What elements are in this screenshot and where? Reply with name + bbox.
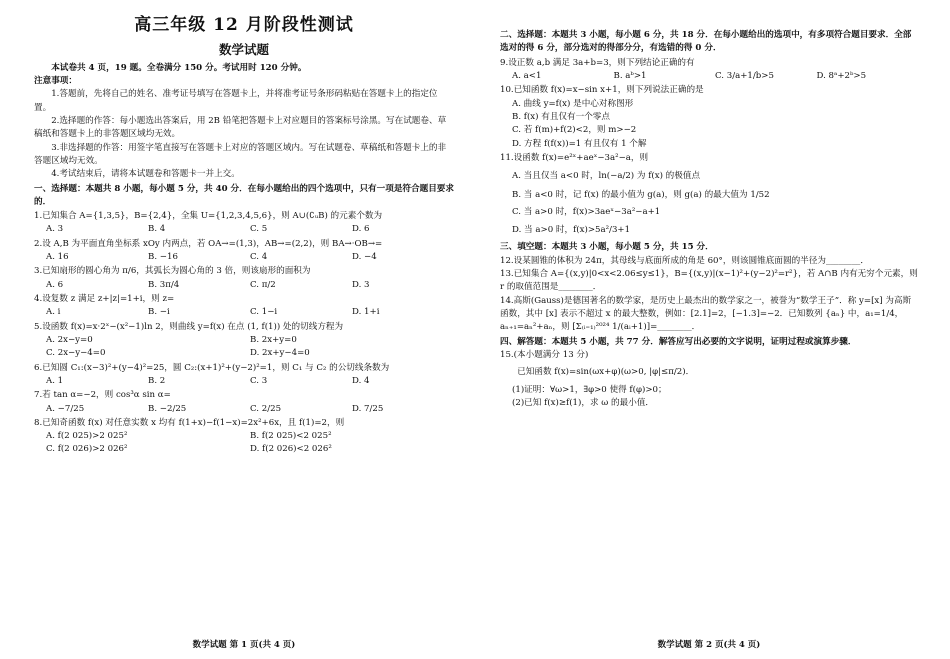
option-a: A. −7/25 [46,403,85,414]
question-options [34,375,454,388]
exam-title: 高三年级 12 月阶段性测试 [134,15,354,35]
question-stem: 1.已知集合 A={1,3,5}，B={2,4}，全集 U={1,2,3,4,5,6}，则 A∪(∁ᵤB) 的元素个数为 [34,211,383,222]
exam-subtitle: 数学试题 [218,42,269,58]
question-stem: 9.设正数 a,b 满足 3a+b=3，则下列结论正确的有 [500,57,695,68]
question-9 [500,57,918,84]
question-1 [34,210,454,237]
option-d: D. 4 [352,375,370,386]
option-d: D. 方程 f(f(x))=1 有且仅有 1 个解 [512,138,647,149]
option-a: A. 16 [46,252,69,263]
question-14: 14.高斯(Gauss)是德国著名的数学家，是历史上最杰出的数学家之一，被誉为“数学王子”．称 y=[x] 为高斯函数，其中 [x] 表示不超过 x 的最大整数，例如：[2.1]=2，[−1.3]=−2．已知数列 {aₙ} 中，a₁=1/4，aₙ₊₁=aₙ²+aₙ，则 [Σ₍ᵢ₌₁₎²⁰²⁴ 1/(aᵢ+1)]=________． [500,295,912,333]
section-4-header: 四、解答题：本题共 5 小题，共 77 分．解答应写出必要的文字说明，证明过程或演算步骤． [500,336,857,347]
option-b: B. −16 [148,252,178,263]
option-d: D. 当 a>0 时，f(x)>5a²/3+1 [512,225,631,236]
option-b: B. aᵇ>1 [613,70,647,81]
question-stem: 2.设 A,B 为平面直角坐标系 xOy 内两点，若 OA→=(1,3)，AB→=(2,2)，则 BA→·OB→= [34,238,383,249]
option-a: A. 3 [46,224,64,235]
option-c: C. 4 [250,252,268,263]
option-b: B. 3π/4 [148,279,180,290]
option-c: C. 1−i [250,307,278,318]
question-stem: 10.已知函数 f(x)=x−sin x+1，则下列说法正确的是 [500,85,704,96]
question-options [34,306,454,319]
question-15-part-2: (2)已知 f(x)≥f(1)，求 ω 的最小值． [512,397,655,408]
question-stem: 7.若 tan α=−2，则 cos³α sin α= [34,390,171,401]
option-d: D. f(2 026)<2 026² [250,444,332,455]
question-5 [34,321,454,361]
question-3 [34,265,454,292]
option-b: B. −2/25 [148,403,187,414]
option-b: B. f(2 025)<2 025² [250,431,332,442]
option-c: C. 2/25 [250,403,282,414]
question-options [34,251,454,264]
question-options [500,70,918,83]
page-left [34,0,454,659]
question-stem: 8.已知奇函数 f(x) 对任意实数 x 均有 f(1+x)−f(1−x)=2x²+6x，且 f(1)=2，则 [34,417,345,428]
exam-info: 本试卷共 4 页，19 题。全卷满分 150 分。考试用时 120 分钟。 [51,62,307,73]
question-15-part-1: (1)证明：∀ω>1，∃φ>0 使得 f(φ)>0； [512,384,667,395]
option-a: A. f(2 025)>2 025² [46,431,128,442]
question-11 [500,152,918,238]
page-footer: 数学试题 第 2 页(共 4 页) [657,639,761,650]
question-15-given: 已知函数 f(x)=sin(ωx+φ)(ω>0, |φ|≤π/2)． [517,367,695,378]
option-a: A. 6 [46,279,64,290]
notes-header: 注意事项： [34,76,77,87]
question-4 [34,293,454,320]
option-b: B. 2x+y=0 [250,334,297,345]
option-a: A. 当且仅当 a<0 时，ln(−a/2) 为 f(x) 的极值点 [512,171,701,182]
option-a: A. a<1 [512,70,542,81]
option-a: A. 曲线 y=f(x) 是中心对称图形 [512,98,634,109]
option-d: D. 3 [352,279,370,290]
option-a: A. 1 [46,375,64,386]
question-10 [500,84,918,151]
question-8 [34,417,454,457]
option-c: C. π/2 [250,279,276,290]
section-2-header: 二、选择题：本题共 3 小题，每小题 6 分，共 18 分．在每小题给出的选项中，有多项符合题目要求．全部选对的得 6 分，部分选对的得部分分，有选错的得 0 分． [500,30,912,54]
question-stem: 11.设函数 f(x)=e²ˣ+aeˣ−3a²−a，则 [500,152,649,163]
option-c: C. 若 f(m)+f(2)<2，则 m>−2 [512,125,637,136]
question-stem: 6.已知圆 C₁:(x−3)²+(y−4)²=25，圆 C₂:(x+1)²+(y−2)²=1，则 C₁ 与 C₂ 的公切线条数为 [34,362,390,373]
option-a: A. 2x−y=0 [46,334,93,345]
question-stem: 3.已知扇形的圆心角为 π/6，其弧长为圆心角的 3 倍，则该扇形的面积为 [34,266,311,277]
option-c: C. 3 [250,375,268,386]
section-3-header: 三、填空题：本题共 3 小题，每小题 5 分，共 15 分． [500,242,714,253]
option-c: C. f(2 026)>2 026² [46,444,128,455]
page-footer: 数学试题 第 1 页(共 4 页) [192,639,296,650]
option-b: B. 4 [148,224,166,235]
option-a: A. i [46,307,61,318]
question-12: 12.设某圆锥的体积为 24π，其母线与底面所成的角是 60°，则该圆锥底面圆的半径为________． [500,255,869,266]
question-7 [34,389,454,416]
question-options [34,279,454,292]
option-d: D. 6 [352,224,370,235]
option-c: C. 5 [250,224,268,235]
question-6 [34,362,454,389]
note-2: 2.选择题的作答：每小题选出答案后，用 2B 铅笔把答题卡上对应题目的答案标号涂黑。写在试题卷、草稿纸和答题卡上的非答题区域均无效。 [34,115,447,140]
option-b: B. f(x) 有且仅有一个零点 [512,111,610,122]
option-c: C. 当 a>0 时，f(x)>3aeˣ−3a²−a+1 [512,206,661,217]
option-d: D. 8ᵃ+2ᵇ>5 [816,70,867,81]
question-15-header: 15.(本小题满分 13 分) [500,349,589,360]
option-b: B. 2 [148,375,166,386]
question-options [34,223,454,236]
option-c: C. 2x−y−4=0 [46,348,106,359]
option-b: B. −i [148,307,170,318]
option-c: C. 3/a+1/b>5 [715,70,774,81]
question-options [34,443,454,456]
option-d: D. −4 [352,252,377,263]
question-options [34,334,454,347]
question-options [34,347,454,360]
question-13: 13.已知集合 A={(x,y)|0<x<2.06≤y≤1}，B={(x,y)|(x−1)²+(y−2)²=r²}，若 A∩B 内有无穷个元素，则 r 的取值范围是________． [500,269,918,293]
option-b: B. 当 a<0 时，记 f(x) 的最小值为 g(a)，则 g(a) 的最大值为 1/52 [512,190,770,201]
question-stem: 4.设复数 z 满足 z+|z|=1+i，则 z= [34,294,175,305]
option-d: D. 1+i [352,307,380,318]
option-d: D. 7/25 [352,403,384,414]
page-right [500,0,918,659]
note-3: 3.非选择题的作答：用签字笔直接写在答题卡上对应的答题区域内。写在试题卷、草稿纸和答题卡上的非答题区域均无效。 [34,142,447,166]
question-stem: 5.设函数 f(x)=x·2ˣ−(x²−1)ln 2，则曲线 y=f(x) 在点 (1, f(1)) 处的切线方程为 [34,321,344,332]
question-options [34,430,454,443]
section-1-header: 一、选择题：本题共 8 小题，每小题 5 分，共 40 分．在每小题给出的四个选项中，只有一项是符合题目要求的． [34,183,454,207]
option-d: D. 2x+y−4=0 [250,348,310,359]
note-4: 4.考试结束后，请将本试题卷和答题卡一并上交。 [51,169,240,180]
question-2 [34,238,454,265]
question-options [34,403,454,416]
note-1: 1.答题前，先将自己的姓名、准考证号填写在答题卡上，并将准考证号条形码粘贴在答题卡上的指定位置。 [34,89,438,113]
